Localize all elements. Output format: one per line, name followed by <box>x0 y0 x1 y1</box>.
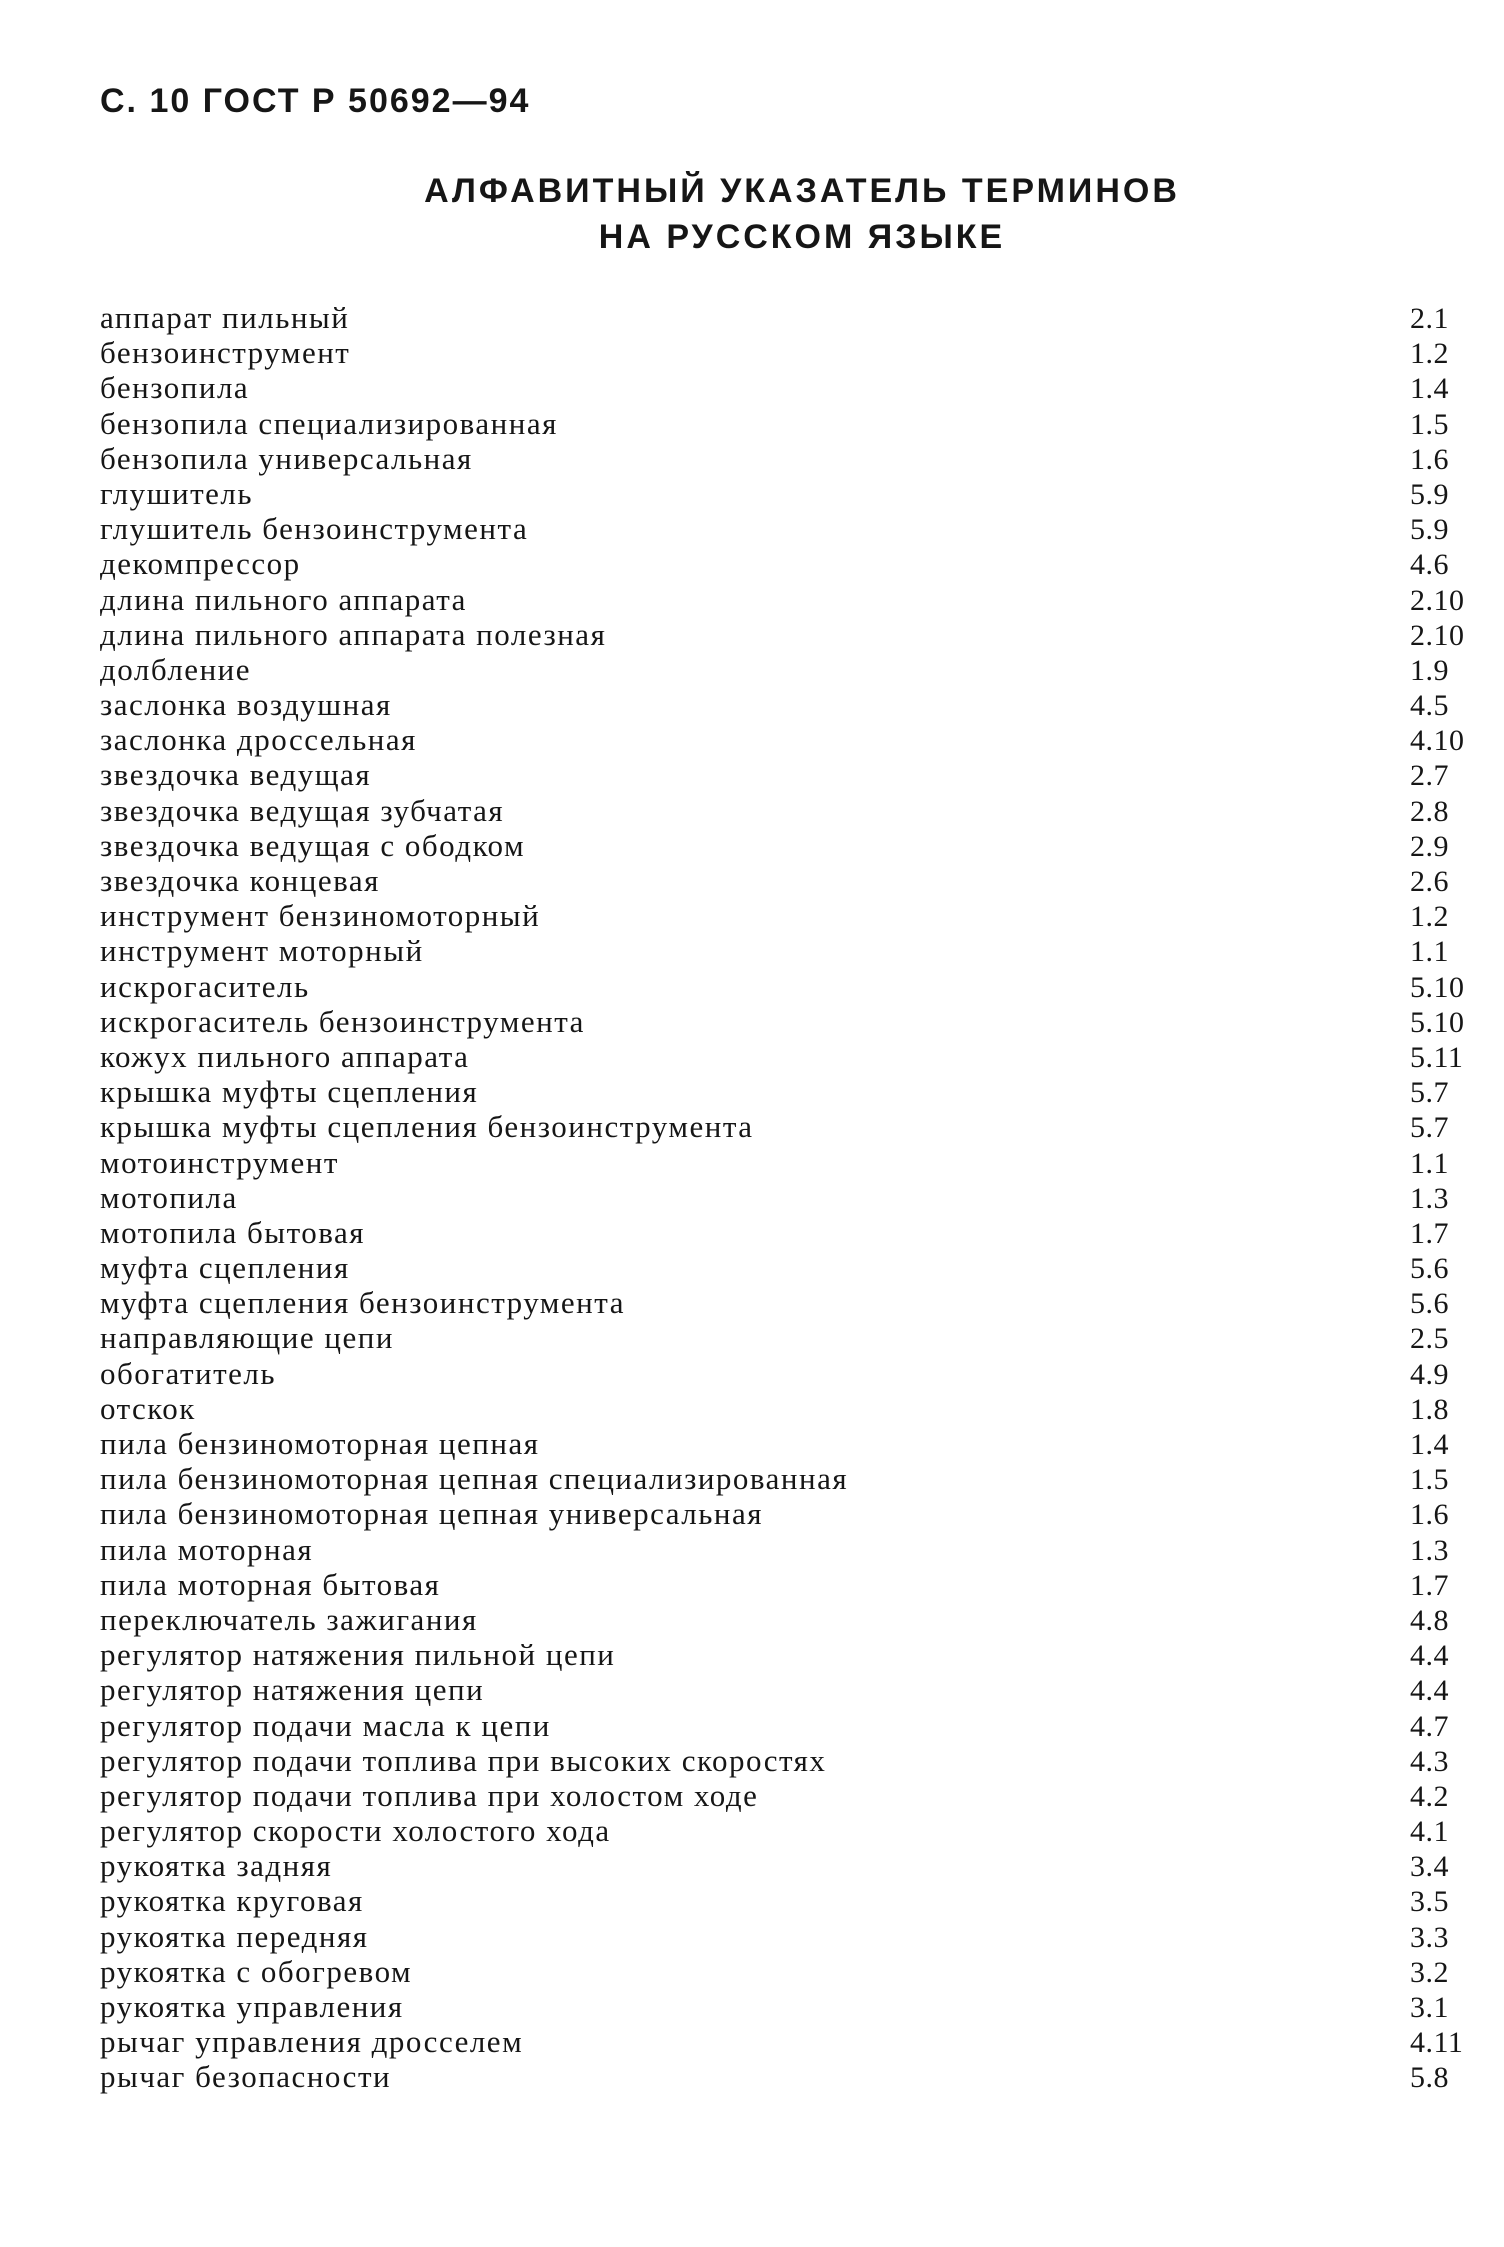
index-term: длина пильного аппарата <box>100 581 467 617</box>
index-entry <box>100 1602 1490 1637</box>
index-term: искрогаситель бензоинструмента <box>100 1003 585 1039</box>
index-entry <box>100 1145 1490 1180</box>
page-header: С. 10 ГОСТ Р 50692—94 <box>100 82 531 120</box>
index-reference: 4.5 <box>1410 689 1449 723</box>
index-reference: 5.9 <box>1410 477 1449 511</box>
index-term: длина пильного аппарата полезная <box>100 616 607 652</box>
index-reference: 4.1 <box>1410 1815 1449 1849</box>
index-entry <box>100 406 1490 441</box>
index-reference: 4.4 <box>1410 1639 1449 1673</box>
index-reference: 1.8 <box>1410 1392 1449 1426</box>
index-term: звездочка концевая <box>100 863 380 898</box>
index-entry <box>100 1496 1490 1531</box>
index-term: звездочка ведущая с ободком <box>100 827 526 863</box>
index-entry <box>100 1109 1490 1144</box>
index-term: регулятор натяжения цепи <box>100 1672 485 1708</box>
index-term: инструмент моторный <box>100 933 424 969</box>
index-entry <box>100 722 1490 757</box>
index-term: звездочка ведущая <box>100 757 372 793</box>
index-entry <box>100 1180 1490 1215</box>
index-entry <box>100 1356 1490 1391</box>
index-entry <box>100 476 1490 511</box>
index-reference: 1.3 <box>1410 1533 1449 1567</box>
index-reference: 5.9 <box>1410 513 1449 547</box>
index-entry <box>100 2024 1490 2059</box>
index-reference: 4.4 <box>1410 1674 1449 1708</box>
index-reference: 4.8 <box>1410 1603 1449 1637</box>
index-term: долбление <box>100 651 252 687</box>
index-entry <box>100 1637 1490 1672</box>
index-term: заслонка дроссельная <box>100 722 417 758</box>
index-term: бензопила специализированная <box>100 405 558 441</box>
index-term: рукоятка круговая <box>100 1883 364 1919</box>
index-term: бензоинструмент <box>100 335 351 371</box>
index-reference: 1.4 <box>1410 372 1449 406</box>
index-entry <box>100 1954 1490 1989</box>
index-reference: 3.2 <box>1410 1955 1449 1989</box>
index-reference: 5.7 <box>1410 1111 1449 1145</box>
term-index-list <box>100 300 1490 2095</box>
index-entry <box>100 1426 1490 1461</box>
index-term: муфта сцепления бензоинструмента <box>100 1285 625 1321</box>
index-reference: 2.5 <box>1410 1322 1449 1356</box>
index-entry <box>100 511 1490 546</box>
index-term: аппарат пильный <box>100 300 350 335</box>
index-term: заслонка воздушная <box>100 687 392 723</box>
index-term: рычаг безопасности <box>100 2059 392 2095</box>
index-entry <box>100 2059 1490 2094</box>
index-reference: 1.5 <box>1410 1463 1449 1497</box>
index-entry <box>100 1250 1490 1285</box>
index-term: отскок <box>100 1390 196 1426</box>
index-entry <box>100 1320 1490 1355</box>
index-entry <box>100 933 1490 968</box>
index-reference: 2.1 <box>1410 302 1449 335</box>
index-entry <box>100 1461 1490 1496</box>
index-reference: 2.7 <box>1410 759 1449 793</box>
index-reference: 4.6 <box>1410 548 1449 582</box>
index-entry <box>100 652 1490 687</box>
index-title-line-2: НА РУССКОМ ЯЗЫКЕ <box>598 218 1006 256</box>
index-reference: 3.3 <box>1410 1920 1449 1954</box>
index-entry <box>100 300 1490 335</box>
index-reference: 1.1 <box>1410 935 1449 969</box>
index-reference: 2.9 <box>1410 829 1449 863</box>
index-reference: 1.3 <box>1410 1181 1449 1215</box>
index-term: бензопила <box>100 370 250 406</box>
index-entry <box>100 828 1490 863</box>
index-entry <box>100 1532 1490 1567</box>
index-reference: 5.6 <box>1410 1287 1449 1321</box>
index-reference: 4.3 <box>1410 1744 1449 1778</box>
index-entry <box>100 1883 1490 1918</box>
index-entry <box>100 1708 1490 1743</box>
index-term: глушитель бензоинструмента <box>100 511 529 547</box>
index-reference: 1.2 <box>1410 337 1449 371</box>
index-term: мотопила <box>100 1179 238 1215</box>
index-term: пила бензиномоторная цепная универсальная <box>100 1496 763 1532</box>
index-reference: 5.8 <box>1410 2061 1449 2095</box>
index-entry <box>100 757 1490 792</box>
index-reference: 1.5 <box>1410 407 1449 441</box>
index-title <box>0 168 1504 260</box>
index-term: регулятор подачи масла к цепи <box>100 1707 551 1743</box>
index-term: крышка муфты сцепления <box>100 1074 479 1110</box>
index-term: глушитель <box>100 475 253 511</box>
index-title-line-1: АЛФАВИТНЫЙ УКАЗАТЕЛЬ ТЕРМИНОВ <box>424 172 1180 210</box>
index-entry <box>100 969 1490 1004</box>
index-entry <box>100 370 1490 405</box>
index-reference: 2.8 <box>1410 794 1449 828</box>
index-reference: 2.6 <box>1410 865 1449 898</box>
index-reference: 4.7 <box>1410 1709 1449 1743</box>
index-reference: 2.10 <box>1410 583 1465 617</box>
index-entry <box>100 1672 1490 1707</box>
index-entry <box>100 1919 1490 1954</box>
index-reference: 4.11 <box>1410 2026 1464 2060</box>
index-reference: 1.7 <box>1410 1568 1449 1602</box>
index-term: пила моторная бытовая <box>100 1566 441 1602</box>
index-term: рукоятка управления <box>100 1989 404 2024</box>
index-entry <box>100 1567 1490 1602</box>
index-entry <box>100 863 1490 898</box>
index-entry <box>100 898 1490 933</box>
index-reference: 5.10 <box>1410 1005 1465 1039</box>
index-term: регулятор натяжения пильной цепи <box>100 1637 616 1673</box>
index-reference: 4.10 <box>1410 724 1465 758</box>
index-term: направляющие цепи <box>100 1320 394 1356</box>
index-term: пила моторная <box>100 1531 314 1567</box>
index-term: бензопила универсальная <box>100 440 473 476</box>
index-entry <box>100 582 1490 617</box>
index-entry <box>100 793 1490 828</box>
index-term: мотоинструмент <box>100 1144 339 1180</box>
index-entry <box>100 617 1490 652</box>
index-reference: 1.1 <box>1410 1146 1449 1180</box>
index-term: мотопила бытовая <box>100 1214 365 1250</box>
index-entry <box>100 1039 1490 1074</box>
index-entry <box>100 335 1490 370</box>
index-term: обогатитель <box>100 1355 276 1391</box>
index-term: декомпрессор <box>100 546 301 582</box>
index-term: рукоятка задняя <box>100 1848 333 1884</box>
index-term: регулятор подачи топлива при высоких скоростях <box>100 1742 827 1778</box>
index-term: переключатель зажигания <box>100 1601 478 1637</box>
index-reference: 1.6 <box>1410 442 1449 476</box>
index-reference: 1.7 <box>1410 1216 1449 1250</box>
index-entry <box>100 1215 1490 1250</box>
index-entry <box>100 546 1490 581</box>
index-term: крышка муфты сцепления бензоинструмента <box>100 1109 754 1145</box>
index-reference: 5.7 <box>1410 1076 1449 1110</box>
index-term: пила бензиномоторная цепная <box>100 1426 540 1461</box>
index-term: инструмент бензиномоторный <box>100 898 541 934</box>
index-entry <box>100 1989 1490 2024</box>
index-reference: 4.9 <box>1410 1357 1449 1391</box>
index-reference: 1.6 <box>1410 1498 1449 1532</box>
index-entry <box>100 1391 1490 1426</box>
index-reference: 1.4 <box>1410 1428 1449 1461</box>
index-reference: 1.9 <box>1410 653 1449 687</box>
index-term: рукоятка передняя <box>100 1918 369 1954</box>
index-entry <box>100 1004 1490 1039</box>
index-reference: 5.6 <box>1410 1252 1449 1286</box>
index-entry <box>100 1743 1490 1778</box>
index-term: кожух пильного аппарата <box>100 1038 470 1074</box>
index-term: рукоятка с обогревом <box>100 1953 413 1989</box>
index-term: регулятор подачи топлива при холостом ходе <box>100 1777 759 1813</box>
index-entry <box>100 1285 1490 1320</box>
index-term: искрогаситель <box>100 968 310 1004</box>
index-term: рычаг управления дросселем <box>100 2024 524 2060</box>
index-entry <box>100 1813 1490 1848</box>
index-reference: 5.11 <box>1410 1040 1464 1074</box>
index-entry <box>100 441 1490 476</box>
index-reference: 1.2 <box>1410 900 1449 934</box>
index-reference: 3.4 <box>1410 1850 1449 1884</box>
index-entry <box>100 1074 1490 1109</box>
index-reference: 2.10 <box>1410 618 1465 652</box>
index-term: муфта сцепления <box>100 1250 350 1286</box>
index-term: пила бензиномоторная цепная специализированная <box>100 1461 849 1497</box>
index-reference: 5.10 <box>1410 970 1465 1004</box>
index-entry <box>100 687 1490 722</box>
index-reference: 3.1 <box>1410 1991 1449 2024</box>
index-term: регулятор скорости холостого хода <box>100 1813 611 1849</box>
index-entry <box>100 1778 1490 1813</box>
index-reference: 3.5 <box>1410 1885 1449 1919</box>
index-reference: 4.2 <box>1410 1779 1449 1813</box>
index-term: звездочка ведущая зубчатая <box>100 792 505 828</box>
index-entry <box>100 1848 1490 1883</box>
